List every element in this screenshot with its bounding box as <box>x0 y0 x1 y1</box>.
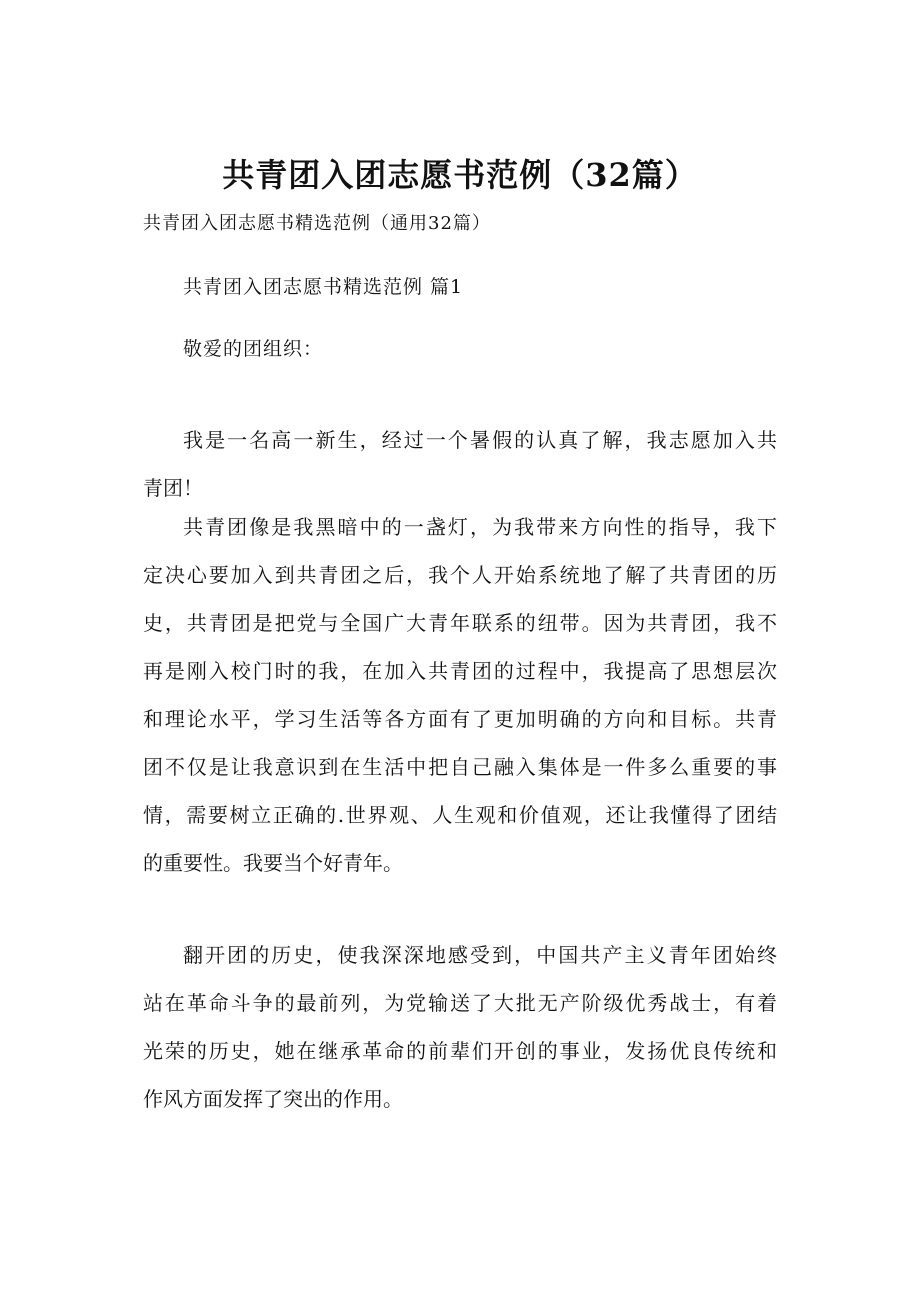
text-line: 史，共青团是把党与全国广大青年联系的纽带。因为共青团，我不 <box>143 611 777 635</box>
text-line: 的重要性。我要当个好青年。 <box>143 851 403 875</box>
paragraph-2 <box>143 513 777 897</box>
paragraph-1 <box>143 426 777 522</box>
text-line: 翻开团的历史，使我深深地感受到，中国共产主义青年团始终 <box>183 943 777 967</box>
text-line: 光荣的历史，她在继承革命的前辈们开创的事业，发扬优良传统和 <box>143 1039 777 1063</box>
text-line: 站在革命斗争的最前列，为党输送了大批无产阶级优秀战士，有着 <box>143 991 777 1015</box>
text-line: 再是刚入校门时的我，在加入共青团的过程中，我提高了思想层次 <box>143 659 777 683</box>
document-subtitle: 共青团入团志愿书精选范例（通用32篇） <box>143 213 491 234</box>
text-line: 青团！ <box>143 476 203 500</box>
text-line: 我是一名高一新生，经过一个暑假的认真了解，我志愿加入共 <box>183 428 777 452</box>
document-title: 共青团入团志愿书范例（32篇） <box>222 156 698 194</box>
section-heading: 共青团入团志愿书精选范例 篇1 <box>183 276 464 298</box>
text-line: 作风方面发挥了突出的作用。 <box>143 1087 403 1111</box>
paragraph-3 <box>143 941 777 1133</box>
text-line: 定决心要加入到共青团之后，我个人开始系统地了解了共青团的历 <box>143 563 777 587</box>
text-line: 团不仅是让我意识到在生活中把自己融入集体是一件多么重要的事 <box>143 755 777 779</box>
text-line: 情，需要树立正确的.世界观、人生观和价值观，还让我懂得了团结 <box>143 803 777 827</box>
text-line: 共青团像是我黑暗中的一盏灯，为我带来方向性的指导，我下 <box>183 515 777 539</box>
salutation: 敬爱的团组织： <box>183 338 324 360</box>
text-line: 和理论水平，学习生活等各方面有了更加明确的方向和目标。共青 <box>143 707 777 731</box>
